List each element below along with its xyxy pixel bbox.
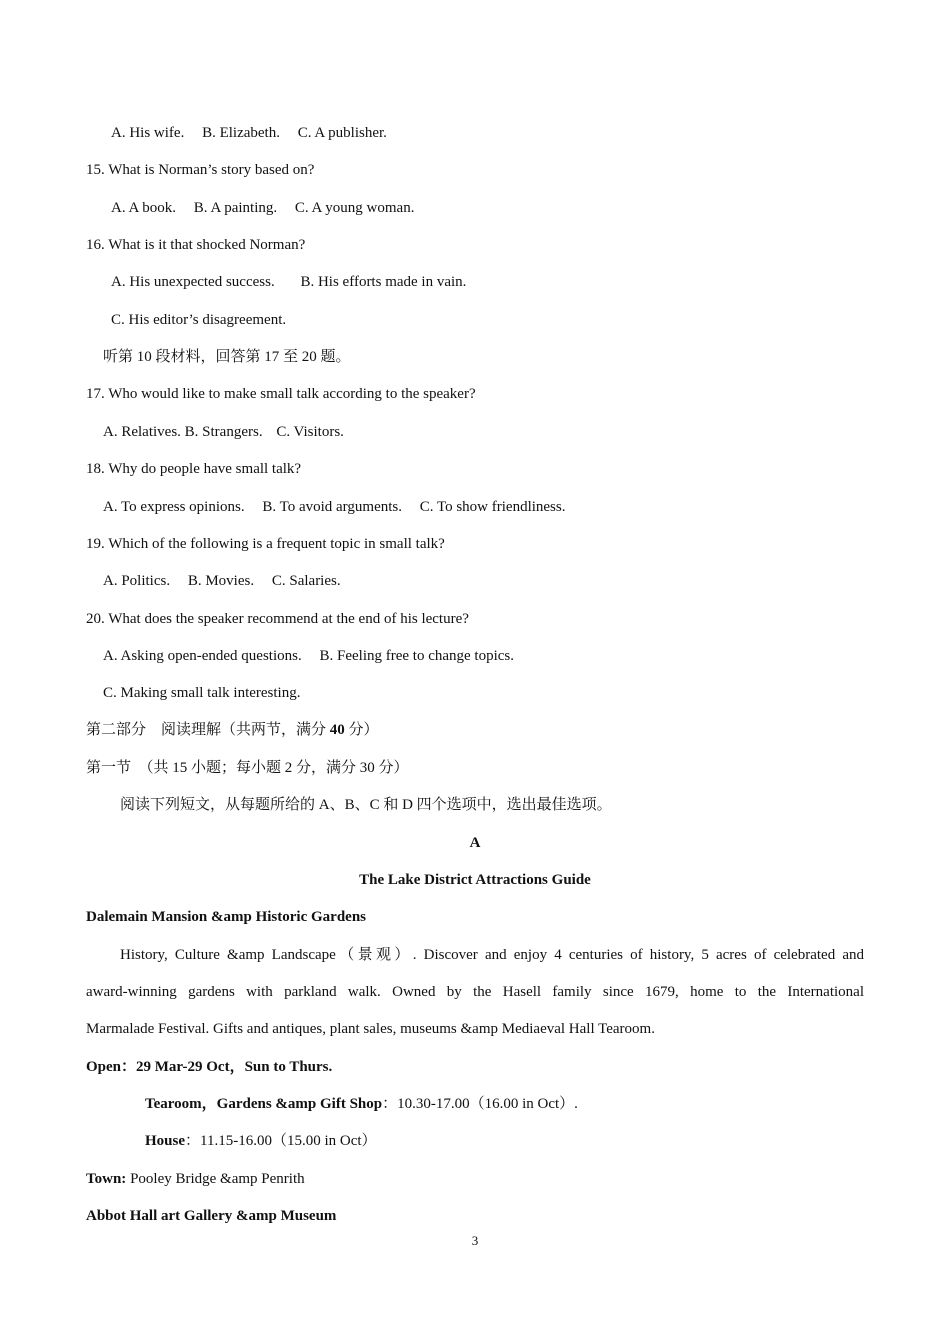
option: C. Visitors. [276,424,344,440]
q17-options [103,422,344,442]
option: B. His efforts made in vain. [300,274,467,290]
q19-options [103,571,341,591]
instructions: 阅读下列短文，从每题所给的 A、B、C 和 D 四个选项中，选出最佳选项。 [120,797,612,813]
part-heading [86,720,379,740]
q17-stem: 17. Who would like to make small talk according to the speaker? [86,386,476,402]
option: A. A book. [111,200,177,216]
option: C. Salaries. [271,573,341,589]
tearoom-hours [145,1094,578,1114]
section-intro: 听第 10 段材料，回答第 17 至 20 题。 [103,349,351,365]
option: B. Movies. [187,573,255,589]
town-line [86,1169,305,1189]
option: C. A publisher. [297,125,387,141]
q18-stem: 18. Why do people have small talk? [86,461,302,477]
q20-stem: 20. What does the speaker recommend at the end of his lecture? [86,611,469,627]
paragraph-line: History, Culture &amp Landscape（景观）. Discover and enjoy 4 centuries of history, 5 acres of celebrated and [120,947,864,963]
option: B. A painting. [193,200,278,216]
house-time: ：11.15-16.00（15.00 in Oct） [185,1133,377,1149]
q15-options [111,198,414,218]
option: A. Asking open-ended questions. [103,648,302,664]
town-value: Pooley Bridge &amp Penrith [126,1171,305,1187]
town-label: Town: [86,1171,127,1187]
page-number: 3 [471,1233,479,1248]
option: A. His wife. [111,125,185,141]
q16-options-row1 [111,272,466,292]
paragraph-line: award-winning gardens with parkland walk. Owned by the Hasell family since 1679, home to the International [86,984,864,1000]
part-points: 40 [329,722,345,738]
attraction-heading: Dalemain Mansion &amp Historic Gardens [86,909,366,925]
option: A. Relatives. [103,424,181,440]
q18-options [103,497,566,517]
passage-letter: A [469,835,481,851]
q19-stem: 19. Which of the following is a frequent topic in small talk? [86,536,445,552]
tearoom-label: Tearoom，Gardens &amp Gift Shop [145,1096,383,1112]
house-hours [145,1131,377,1151]
option: B. Elizabeth. [202,125,280,141]
q15-stem: 15. What is Norman’s story based on? [86,162,315,178]
option: A. To express opinions. [103,499,245,515]
passage-title: The Lake District Attractions Guide [359,872,591,888]
open-hours: Open：29 Mar-29 Oct，Sun to Thurs. [86,1059,333,1075]
option: C. Making small talk interesting. [103,685,301,701]
house-label: House [145,1133,186,1149]
option: B. Strangers. [184,424,263,440]
part-heading-suffix: 分） [344,722,379,738]
paragraph-line: Marmalade Festival. Gifts and antiques, plant sales, museums &amp Mediaeval Hall Tearoom. [86,1021,655,1037]
option: C. His editor’s disagreement. [111,312,287,328]
section-heading: 第一节 （共 15 小题；每小题 2 分，满分 30 分） [86,760,409,776]
part-heading-prefix: 第二部分 阅读理解（共两节，满分 [86,722,330,738]
q20-options-row1 [103,646,514,666]
q14-options [111,123,387,143]
option: B. To avoid arguments. [262,499,402,515]
option: C. To show friendliness. [419,499,566,515]
option: B. Feeling free to change topics. [319,648,515,664]
option: A. Politics. [103,573,171,589]
option: A. His unexpected success. [111,274,275,290]
option: C. A young woman. [294,200,415,216]
q16-stem: 16. What is it that shocked Norman? [86,237,306,253]
tearoom-time: ：10.30-17.00（16.00 in Oct）. [382,1096,578,1112]
attraction-heading: Abbot Hall art Gallery &amp Museum [86,1208,337,1224]
